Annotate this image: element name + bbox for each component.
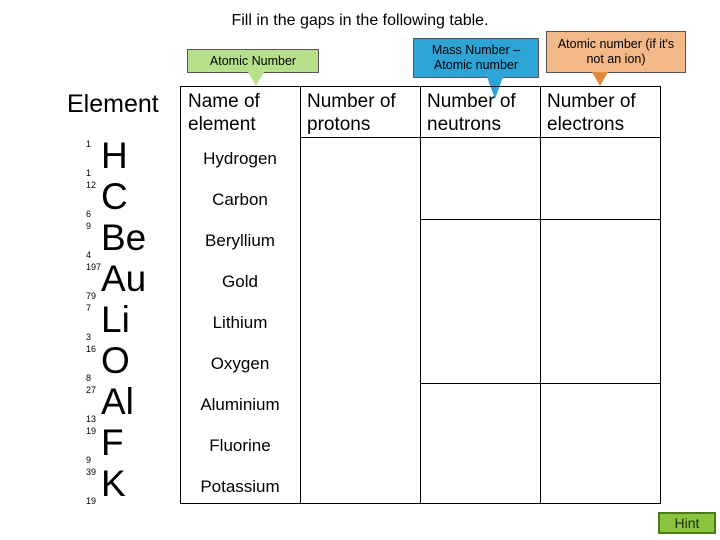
- element-row-gold: [58, 258, 658, 302]
- mass-number: 27: [86, 385, 97, 395]
- neutron-callout-text: Mass Number – Atomic number: [431, 43, 521, 72]
- atomic-number: 9: [86, 455, 92, 465]
- element-symbol: Au: [101, 258, 147, 299]
- element-row-aluminium: [58, 381, 658, 425]
- element-row-lithium: [58, 299, 658, 343]
- element-symbol: H: [101, 135, 128, 176]
- element-row-hydrogen: [58, 135, 658, 179]
- electrons-column-header: Number of electrons: [547, 91, 636, 135]
- mass-number: 9: [86, 221, 92, 231]
- atomic-number: 4: [86, 250, 92, 260]
- element-row-fluorine: [58, 422, 658, 466]
- hint-button[interactable]: Hint: [658, 512, 716, 534]
- element-row-beryllium: [58, 217, 658, 261]
- atomic-number: 8: [86, 373, 92, 383]
- element-name: Carbon: [212, 190, 268, 209]
- page-title: Fill in the gaps in the following table.: [231, 12, 489, 29]
- element-name: Potassium: [200, 477, 280, 496]
- element-name: Hydrogen: [203, 149, 277, 168]
- protons-column-header: Number of protons: [307, 91, 396, 135]
- element-symbol: O: [101, 340, 130, 381]
- atomic-number: 13: [86, 414, 97, 424]
- atomic-number: 3: [86, 332, 92, 342]
- neutrons-column-header: Number of neutrons: [427, 91, 516, 135]
- atomic-number-callout-text: Atomic Number: [209, 53, 297, 68]
- element-row-carbon: [58, 176, 658, 220]
- electron-callout-pointer: [592, 72, 608, 86]
- atomic-number-callout-pointer: [248, 72, 264, 86]
- element-symbol: C: [101, 176, 128, 217]
- mass-number: 19: [86, 426, 97, 436]
- element-symbol: Be: [101, 217, 147, 258]
- mass-number: 7: [86, 303, 92, 313]
- mass-number: 1: [86, 139, 92, 149]
- atomic-number: 1: [86, 168, 92, 178]
- element-name: Aluminium: [200, 395, 280, 414]
- mass-number: 39: [86, 467, 97, 477]
- element-name: Lithium: [212, 313, 268, 332]
- neutron-callout: [413, 38, 539, 78]
- atomic-number: 79: [86, 291, 97, 301]
- element-name: Gold: [222, 272, 258, 291]
- electron-callout: [546, 31, 686, 73]
- atomic-number: 6: [86, 209, 92, 219]
- mass-number: 16: [86, 344, 97, 354]
- element-symbol: K: [101, 463, 126, 504]
- element-column-header: Element: [67, 90, 159, 118]
- element-symbol: Al: [101, 381, 134, 422]
- element-row-oxygen: [58, 340, 658, 384]
- element-row-potassium: [58, 463, 658, 507]
- name-column-header: Name of element: [188, 91, 260, 135]
- element-symbol: Li: [101, 299, 130, 340]
- element-name: Beryllium: [205, 231, 275, 250]
- electron-callout-text: Atomic number (if it's not an ion): [557, 37, 675, 66]
- mass-number: 197: [86, 262, 102, 272]
- mass-number: 12: [86, 180, 97, 190]
- atomic-number-callout: [187, 49, 319, 73]
- atomic-number: 19: [86, 496, 97, 506]
- element-name: Fluorine: [209, 436, 271, 455]
- element-name: Oxygen: [210, 354, 270, 373]
- element-symbol: F: [101, 422, 124, 463]
